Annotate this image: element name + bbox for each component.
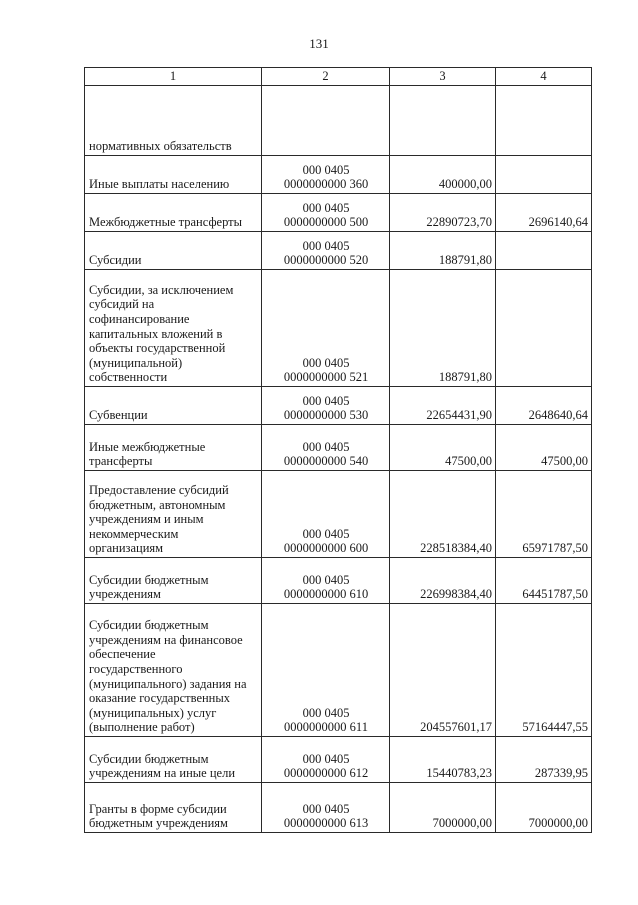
table-row	[85, 86, 592, 156]
table-row	[85, 270, 592, 387]
row-value-col3: 47500,00	[390, 425, 496, 471]
row-value-col4: 2696140,64	[496, 194, 592, 232]
row-code: 000 0405 0000000000 530	[262, 387, 390, 425]
row-code	[262, 86, 390, 156]
row-name: Предоставление субсидий бюджетным, автономным учреждениям и иным некоммерческим организациям	[85, 471, 262, 558]
column-header-4: 4	[496, 68, 592, 86]
column-header-2: 2	[262, 68, 390, 86]
row-value-col4: 64451787,50	[496, 558, 592, 604]
table-row	[85, 604, 592, 737]
row-code: 000 0405 0000000000 360	[262, 156, 390, 194]
header-row	[85, 68, 592, 86]
row-name: нормативных обязательств	[85, 86, 262, 156]
row-name: Субсидии	[85, 232, 262, 270]
row-value-col3: 15440783,23	[390, 737, 496, 783]
row-value-col4: 2648640,64	[496, 387, 592, 425]
row-name: Субвенции	[85, 387, 262, 425]
row-name: Гранты в форме субсидии бюджетным учреждениям	[85, 783, 262, 833]
column-header-3: 3	[390, 68, 496, 86]
table-row	[85, 194, 592, 232]
row-value-col3: 188791,80	[390, 232, 496, 270]
row-name: Субсидии, за исключением субсидий на софинансирование капитальных вложений в объекты государственной (муниципальной) собственности	[85, 270, 262, 387]
table-row	[85, 471, 592, 558]
row-value-col3: 400000,00	[390, 156, 496, 194]
table-row	[85, 156, 592, 194]
table-row	[85, 425, 592, 471]
column-header-1: 1	[85, 68, 262, 86]
row-value-col3: 226998384,40	[390, 558, 496, 604]
row-code: 000 0405 0000000000 611	[262, 604, 390, 737]
row-value-col4	[496, 270, 592, 387]
row-value-col3	[390, 86, 496, 156]
row-value-col3: 22654431,90	[390, 387, 496, 425]
row-value-col4	[496, 232, 592, 270]
row-name: Субсидии бюджетным учреждениям на иные цели	[85, 737, 262, 783]
row-code: 000 0405 0000000000 540	[262, 425, 390, 471]
table-row	[85, 783, 592, 833]
row-value-col4: 65971787,50	[496, 471, 592, 558]
row-value-col4: 57164447,55	[496, 604, 592, 737]
row-value-col4	[496, 86, 592, 156]
row-value-col4	[496, 156, 592, 194]
row-code: 000 0405 0000000000 600	[262, 471, 390, 558]
row-value-col4: 47500,00	[496, 425, 592, 471]
row-code: 000 0405 0000000000 520	[262, 232, 390, 270]
row-name: Межбюджетные трансферты	[85, 194, 262, 232]
table-row	[85, 737, 592, 783]
row-code: 000 0405 0000000000 521	[262, 270, 390, 387]
row-name: Субсидии бюджетным учреждениям	[85, 558, 262, 604]
table-row	[85, 232, 592, 270]
row-value-col4: 287339,95	[496, 737, 592, 783]
table-row	[85, 558, 592, 604]
page-number: 131	[309, 36, 329, 51]
row-name: Субсидии бюджетным учреждениям на финансовое обеспечение государственного (муниципального) задания на оказание государственных (муниципальных) услуг (выполнение работ)	[85, 604, 262, 737]
row-name: Иные межбюджетные трансферты	[85, 425, 262, 471]
row-value-col4: 7000000,00	[496, 783, 592, 833]
row-value-col3: 188791,80	[390, 270, 496, 387]
row-value-col3: 228518384,40	[390, 471, 496, 558]
row-code: 000 0405 0000000000 613	[262, 783, 390, 833]
row-code: 000 0405 0000000000 612	[262, 737, 390, 783]
budget-table	[84, 67, 592, 833]
row-value-col3: 22890723,70	[390, 194, 496, 232]
row-value-col3: 7000000,00	[390, 783, 496, 833]
row-code: 000 0405 0000000000 500	[262, 194, 390, 232]
row-value-col3: 204557601,17	[390, 604, 496, 737]
row-name: Иные выплаты населению	[85, 156, 262, 194]
row-code: 000 0405 0000000000 610	[262, 558, 390, 604]
table-row	[85, 387, 592, 425]
